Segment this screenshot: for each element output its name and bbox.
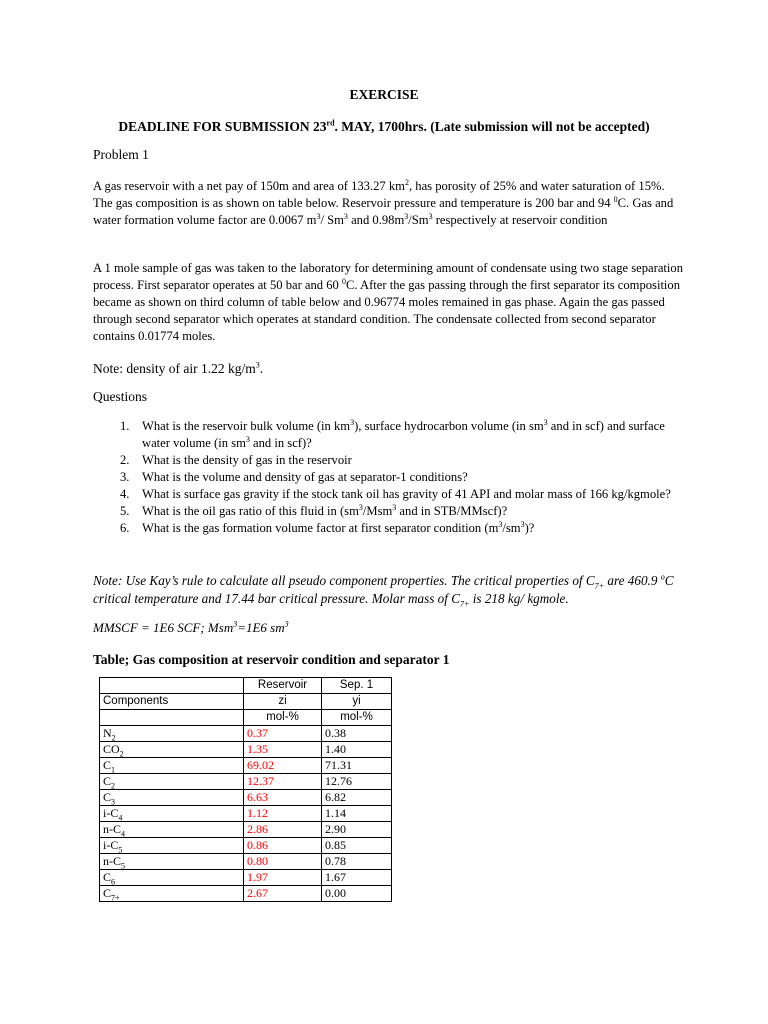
paragraph-reservoir: A gas reservoir with a net pay of 150m and area of 133.27 $km^2$, has porosity of 25% and water saturation of 15%. The gas composition is as shown on table below. Reservoir pressure and temperature is 200 bar and 94 $^0$C. Gas and water formation volume factor are 0.0067 $m^3/$ Sm$^3$ and $0.98m^3/Sm^3$ respectively at reservoir condition	[93, 177, 674, 227]
reservoir-value-cell: 0.80	[244, 854, 322, 870]
question-item: 1. What is the reservoir bulk volume (in $km^3$), surface hydrocarbon volume (in $sm^3$ and in scf) and surface water volume (in $sm^3$ and in scf)?	[120, 417, 665, 450]
note-kays-rule: Note: Use Kay’s rule to calculate all pseudo component properties. The critical properties of $C_{7+}$ are 460.9 $^o$C critical temperature and 17.44 bar critical pressure. Molar mass of $C_{7+}$ is 218 kg/ kgmole.	[93, 572, 674, 609]
header-cell: yi	[322, 694, 392, 710]
component-cell: $n-C_5$	[100, 854, 244, 870]
table-body	[100, 726, 392, 902]
table-header-row	[100, 678, 392, 694]
separator-value-cell: 1.40	[322, 742, 392, 758]
component-cell: $CO_2$	[100, 742, 244, 758]
page-title: EXERCISE	[349, 87, 419, 102]
reservoir-value-cell: 12.37	[244, 774, 322, 790]
separator-value-cell: 71.31	[322, 758, 392, 774]
separator-value-cell: 0.85	[322, 838, 392, 854]
questions-list	[93, 418, 683, 537]
question-item: 3. What is the volume and density of gas at separator-1 conditions?	[120, 470, 468, 484]
component-cell: $C_2$	[100, 774, 244, 790]
separator-value-cell: 1.14	[322, 806, 392, 822]
separator-value-cell: 12.76	[322, 774, 392, 790]
question-item: 4. What is surface gas gravity if the stock tank oil has gravity of 41 API and molar mass of 166 kg/kgmole?	[120, 487, 671, 501]
gas-composition-table	[99, 677, 392, 902]
separator-value-cell: 6.82	[322, 790, 392, 806]
questions-heading: Questions	[93, 389, 147, 404]
table-header-row	[100, 694, 392, 710]
reservoir-value-cell: 6.63	[244, 790, 322, 806]
problem-heading: Problem 1	[93, 147, 149, 162]
header-cell: zi	[244, 694, 322, 710]
component-cell: $C_6$	[100, 870, 244, 886]
separator-value-cell: 0.78	[322, 854, 392, 870]
question-item: 5. What is the oil gas ratio of this fluid in ($sm^3/Msm^3$ and in STB/MMscf)?	[120, 502, 508, 518]
reservoir-value-cell: 1.35	[244, 742, 322, 758]
table-row	[100, 774, 392, 790]
question-item: 6. What is the gas formation volume factor at first separator condition $(m^3/sm^3)$?	[120, 519, 535, 535]
header-cell: Components	[100, 694, 244, 710]
reservoir-value-cell: 0.37	[244, 726, 322, 742]
header-cell: Reservoir	[244, 678, 322, 694]
header-cell: Sep. 1	[322, 678, 392, 694]
header-cell: mol-%	[244, 710, 322, 726]
table-row	[100, 886, 392, 902]
component-cell: $n-C_4$	[100, 822, 244, 838]
reservoir-value-cell: 2.67	[244, 886, 322, 902]
table-row	[100, 838, 392, 854]
table-row	[100, 790, 392, 806]
table-row	[100, 806, 392, 822]
paragraph-separation: A 1 mole sample of gas was taken to the laboratory for determining amount of condensate using two stage separation process. First separator operates at 50 bar and 60 $^0$C. After the gas passing through the first separator its composition became as shown on third column of table below and 0.96774 moles remained in gas phase. Again the gas passed through second separator which operates at standard condition. The condensate collected from second separator contains 0.01774 moles.	[93, 261, 683, 343]
separator-value-cell: 0.00	[322, 886, 392, 902]
separator-value-cell: 2.90	[322, 822, 392, 838]
reservoir-value-cell: 0.86	[244, 838, 322, 854]
reservoir-value-cell: 1.12	[244, 806, 322, 822]
table-row	[100, 742, 392, 758]
component-cell: $C_1$	[100, 758, 244, 774]
separator-value-cell: 1.67	[322, 870, 392, 886]
table-caption: Table; Gas composition at reservoir condition and separator 1	[93, 652, 450, 667]
note-air-density: Note: density of air 1.22 $kg/m^3$.	[93, 360, 264, 376]
component-cell: $C_{7+}$	[100, 886, 244, 902]
table-row	[100, 854, 392, 870]
reservoir-value-cell: 69.02	[244, 758, 322, 774]
component-cell: $i-C_5$	[100, 838, 244, 854]
table-row	[100, 758, 392, 774]
component-cell: $N_2$	[100, 726, 244, 742]
table-row	[100, 822, 392, 838]
header-cell: mol-%	[322, 710, 392, 726]
question-item: 2. What is the density of gas in the reservoir	[120, 453, 352, 467]
header-cell	[100, 710, 244, 726]
reservoir-value-cell: 1.97	[244, 870, 322, 886]
unit-definitions: MMSCF = 1E6 SCF; Msm$^3$=1E6 $sm^3$	[93, 619, 289, 635]
reservoir-value-cell: 2.86	[244, 822, 322, 838]
table-row	[100, 726, 392, 742]
component-cell: $i-C_4$	[100, 806, 244, 822]
table-row	[100, 870, 392, 886]
table-header-row	[100, 710, 392, 726]
separator-value-cell: 0.38	[322, 726, 392, 742]
component-cell: $C_3$	[100, 790, 244, 806]
deadline-line: DEADLINE FOR SUBMISSION 23rd. MAY, 1700hrs. (Late submission will not be accepted)	[118, 118, 650, 134]
header-cell	[100, 678, 244, 694]
